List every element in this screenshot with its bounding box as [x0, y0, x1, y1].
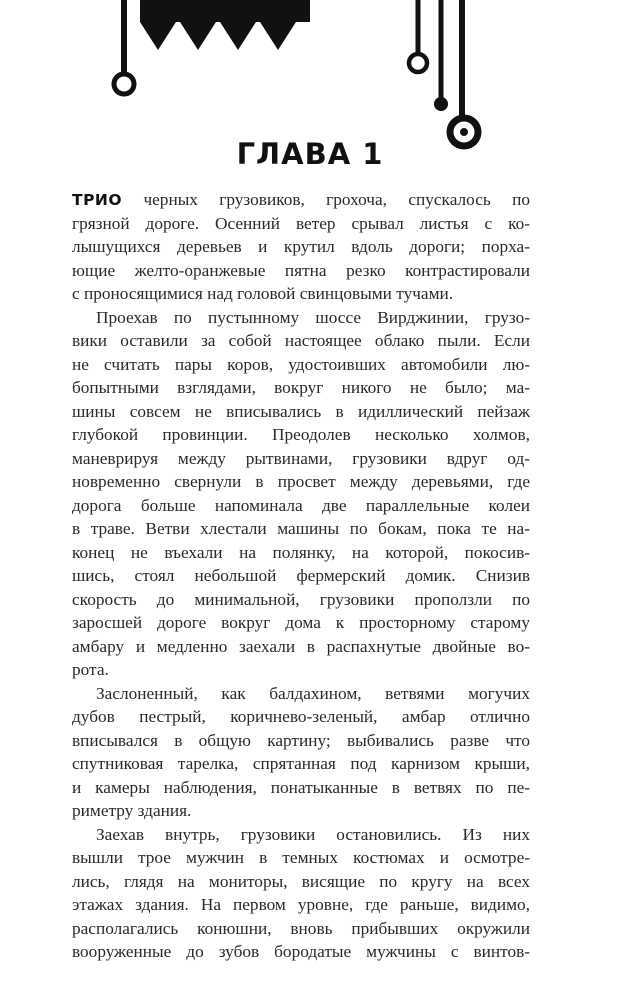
text-line-content: черных грузовиков, грохоча, спускалось по: [122, 190, 530, 209]
text-line: грязной дороге. Осенний ветер срывал листья с ко-: [72, 213, 530, 233]
text-line: вышли трое мужчин в темных костюмах и осмотре-: [72, 848, 530, 867]
text-line: глубокой провинции. Преодолев несколько холмов,: [72, 425, 530, 444]
text-line: амбару и медленно заехали в распахнутые двойные во-: [72, 636, 530, 656]
text-line: новременно свернули в просвет между деревьями, где: [72, 472, 530, 491]
ornament-left-node: [114, 74, 134, 94]
ornament-right-dot: [434, 97, 448, 111]
text-line: [72, 188, 530, 212]
text-line: маневрируя между рытвинами, грузовики вдруг од-: [72, 448, 530, 468]
text-line: в траве. Ветви хлестали машины по бокам, пока те на-: [72, 519, 530, 538]
text-line: скорость до минимальной, грузовики проползли по: [72, 589, 530, 609]
text-line: вооруженные до зубов бородатые мужчины с винтов-: [72, 942, 530, 961]
text-line: этажах здания. На первом уровне, где раньше, видимо,: [72, 895, 530, 914]
text-line: не считать пары коров, удостоивших автомобили лю-: [72, 354, 530, 374]
text-line: вписывался в общую картину; выбивались разве что: [72, 730, 530, 750]
text-line: рота.: [72, 660, 109, 679]
text-line: Проехав по пустынному шоссе Вирджинии, грузо-: [96, 307, 530, 327]
text-line: конец не въехали на полянку, на которой, покосив-: [72, 542, 530, 562]
circuit-ornament: [0, 0, 620, 160]
text-line: бопытными взглядами, вокруг никого не было; ма-: [72, 378, 530, 397]
chapter-title: ГЛАВА 1: [236, 137, 384, 171]
text-line: риметру здания.: [72, 801, 192, 820]
text-line: Заехав внутрь, грузовики остановились. Из них: [96, 824, 530, 844]
text-line: ющие желто-оранжевые пятна резко контрастировали: [72, 260, 530, 280]
chapter-body: [72, 188, 530, 964]
text-line: дубов пестрый, коричнево-зеленый, амбар отлично: [72, 707, 530, 726]
text-line: с проносящимися над головой свинцовыми тучами.: [72, 284, 454, 303]
text-line: дорога больше напоминала две параллельные колеи: [72, 495, 530, 515]
chapter-lead-word: ТРИО: [72, 191, 123, 209]
text-line: вики оставили за собой настоящее облако пыли. Если: [72, 331, 530, 350]
text-line: лышущихся деревьев и крутил вдоль дороги; порха-: [72, 237, 530, 256]
text-line: лись, глядя на мониторы, висящие по кругу на всех: [72, 871, 530, 891]
text-line: заросшей дороге вокруг дома к просторному старому: [72, 613, 530, 632]
text-line: шины совсем не вписывались в идиллический пейзаж: [72, 401, 530, 421]
text-line: располагались конюшни, вновь прибывших окружили: [72, 918, 530, 938]
text-line: шись, стоял небольшой фермерский домик. Снизив: [72, 566, 530, 585]
text-line: и камеры наблюдения, понатыканные в ветвях по пе-: [72, 777, 530, 797]
ornament-right-node-a: [409, 54, 427, 72]
text-line: Заслоненный, как балдахином, ветвями могучих: [96, 683, 530, 703]
text-line: спутниковая тарелка, спрятанная под карнизом крыши,: [72, 754, 530, 773]
